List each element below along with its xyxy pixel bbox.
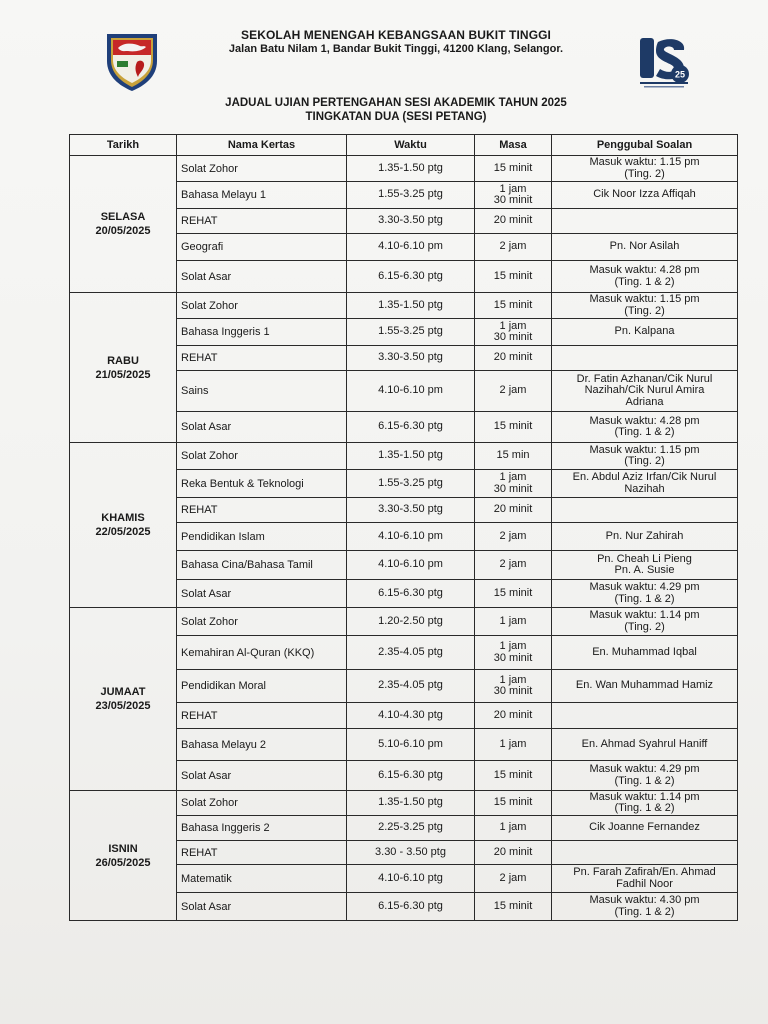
- header-paper: Nama Kertas: [177, 135, 347, 156]
- setter-line: En. Ahmad Syahrul Haniff: [581, 737, 708, 750]
- setter-line: (Ting. 2): [624, 620, 665, 633]
- setter-cell: [552, 670, 738, 703]
- setter-line: (Ting. 2): [624, 304, 665, 317]
- setter-cell: [552, 470, 738, 498]
- time-cell: 3.30-3.50 ptg: [347, 209, 475, 234]
- date-cell: [70, 293, 177, 443]
- setter-cell: [552, 551, 738, 580]
- setter-line: Nazihah/Cik Nurul Amira: [584, 384, 705, 397]
- duration-cell: [475, 209, 552, 234]
- school-name: SEKOLAH MENENGAH KEBANGSAAN BUKIT TINGGI: [240, 28, 551, 42]
- paper-name: Sains: [177, 371, 347, 412]
- duration-cell: [475, 156, 552, 182]
- setter-cell: [552, 209, 738, 234]
- setter-line: Dr. Fatin Azhanan/Cik Nurul: [576, 372, 713, 385]
- setter-line: (Ting. 2): [624, 455, 665, 467]
- time-cell: 2.25-3.25 ptg: [347, 816, 475, 841]
- duration-line: 30 minit: [493, 651, 533, 664]
- duration-line: 15 minit: [493, 899, 533, 912]
- duration-line: 20 minit: [493, 845, 533, 858]
- duration-line: 30 minit: [493, 685, 533, 697]
- duration-cell: [475, 729, 552, 761]
- setter-line: Masuk waktu: 4.28 pm: [589, 414, 700, 427]
- setter-line: Cik Noor Izza Affiqah: [593, 188, 696, 201]
- day-date: 22/05/2025: [95, 526, 151, 538]
- duration-line: 15 minit: [493, 269, 533, 282]
- time-cell: 6.15-6.30 ptg: [347, 893, 475, 921]
- time-cell: 6.15-6.30 ptg: [347, 261, 475, 293]
- header-time: Waktu: [347, 135, 475, 156]
- paper-name: Kemahiran Al-Quran (KKQ): [177, 636, 347, 670]
- duration-line: 30 minit: [493, 194, 533, 206]
- duration-cell: [475, 234, 552, 261]
- paper-name: Solat Asar: [177, 412, 347, 443]
- table-row: [70, 293, 738, 319]
- day-name: JUMAAT: [100, 686, 146, 698]
- duration-line: 20 minit: [493, 708, 533, 721]
- paper-name: Matematik: [177, 865, 347, 893]
- setter-line: Masuk waktu: 4.28 pm: [589, 264, 700, 276]
- paper-name: Solat Asar: [177, 761, 347, 791]
- setter-cell: [552, 865, 738, 893]
- time-cell: 5.10-6.10 pm: [347, 729, 475, 761]
- duration-cell: [475, 443, 552, 470]
- duration-line: 1 jam: [499, 673, 527, 686]
- time-cell: 1.20-2.50 ptg: [347, 608, 475, 636]
- setter-cell: [552, 523, 738, 551]
- setter-cell: [552, 761, 738, 791]
- setter-line: Pn. Farah Zafirah/En. Ahmad: [573, 866, 716, 878]
- time-cell: 3.30-3.50 ptg: [347, 498, 475, 523]
- setter-cell: [552, 636, 738, 670]
- day-date: 20/05/2025: [95, 225, 151, 237]
- time-cell: 4.10-6.10 pm: [347, 234, 475, 261]
- paper-name: Solat Asar: [177, 261, 347, 293]
- duration-cell: [475, 498, 552, 523]
- duration-line: 15 min: [496, 449, 530, 462]
- setter-line: (Ting. 2): [624, 167, 665, 180]
- duration-line: 1 jam: [499, 182, 527, 195]
- setter-line: Pn. Nor Asilah: [609, 240, 680, 253]
- setter-line: Masuk waktu: 1.14 pm: [589, 790, 700, 803]
- setter-line: Masuk waktu: 1.15 pm: [589, 156, 700, 168]
- setter-cell: [552, 182, 738, 209]
- paper-name: Pendidikan Islam: [177, 523, 347, 551]
- setter-line: En. Abdul Aziz Irfan/Cik Nurul: [572, 471, 717, 483]
- duration-line: 15 minit: [493, 586, 533, 599]
- setter-line: Fadhil Noor: [616, 877, 673, 890]
- duration-line: 2 jam: [499, 240, 527, 253]
- exam-schedule-table: [69, 134, 738, 921]
- setter-cell: [552, 608, 738, 636]
- partner-logo-icon: [636, 36, 692, 90]
- day-name: SELASA: [100, 211, 146, 223]
- time-cell: 4.10-6.10 pm: [347, 551, 475, 580]
- setter-line: Nazihah: [624, 482, 665, 495]
- setter-cell: [552, 841, 738, 865]
- day-date: 26/05/2025: [95, 856, 151, 869]
- setter-cell: [552, 234, 738, 261]
- date-cell: [70, 791, 177, 921]
- setter-line: (Ting. 1 & 2): [614, 802, 675, 814]
- date-cell: [70, 156, 177, 293]
- setter-cell: [552, 319, 738, 346]
- setter-line: (Ting. 1 & 2): [614, 275, 675, 288]
- duration-cell: [475, 412, 552, 443]
- duration-cell: [475, 182, 552, 209]
- time-cell: 1.55-3.25 ptg: [347, 470, 475, 498]
- duration-line: 20 minit: [493, 214, 533, 227]
- school-address: Jalan Batu Nilam 1, Bandar Bukit Tinggi, 41200 Klang, Selangor.: [228, 43, 564, 55]
- setter-cell: [552, 498, 738, 523]
- duration-cell: [475, 580, 552, 608]
- setter-line: Masuk waktu: 1.15 pm: [589, 443, 700, 456]
- paper-name: Bahasa Inggeris 1: [177, 319, 347, 346]
- paper-name: Solat Asar: [177, 893, 347, 921]
- duration-line: 1 jam: [499, 640, 527, 652]
- duration-line: 1 jam: [499, 471, 527, 483]
- duration-line: 20 minit: [493, 351, 533, 364]
- duration-cell: [475, 551, 552, 580]
- day-name: RABU: [107, 354, 139, 367]
- time-cell: 1.55-3.25 ptg: [347, 182, 475, 209]
- paper-name: Pendidikan Moral: [177, 670, 347, 703]
- duration-line: 2 jam: [499, 384, 527, 397]
- duration-line: 1 jam: [499, 821, 527, 834]
- duration-cell: [475, 293, 552, 319]
- time-cell: 1.35-1.50 ptg: [347, 791, 475, 816]
- day-date: 21/05/2025: [95, 368, 151, 381]
- table-row: [70, 443, 738, 470]
- paper-name: Bahasa Cina/Bahasa Tamil: [177, 551, 347, 580]
- paper-name: REHAT: [177, 346, 347, 371]
- duration-cell: [475, 816, 552, 841]
- school-crest-icon: [104, 31, 160, 93]
- setter-cell: [552, 371, 738, 412]
- paper-name: REHAT: [177, 841, 347, 865]
- duration-cell: [475, 346, 552, 371]
- setter-cell: [552, 729, 738, 761]
- setter-line: Masuk waktu: 4.29 pm: [589, 581, 700, 593]
- time-cell: 4.10-6.10 ptg: [347, 865, 475, 893]
- time-cell: 1.35-1.50 ptg: [347, 443, 475, 470]
- time-cell: 2.35-4.05 ptg: [347, 636, 475, 670]
- time-cell: 1.35-1.50 ptg: [347, 293, 475, 319]
- duration-line: 15 minit: [493, 420, 533, 433]
- time-cell: 2.35-4.05 ptg: [347, 670, 475, 703]
- day-name: ISNIN: [108, 842, 138, 855]
- day-name: KHAMIS: [101, 512, 145, 524]
- time-cell: 6.15-6.30 ptg: [347, 761, 475, 791]
- paper-name: Solat Zohor: [177, 791, 347, 816]
- setter-line: En. Wan Muhammad Hamiz: [575, 679, 714, 692]
- setter-line: Pn. Cheah Li Pieng: [597, 552, 692, 565]
- duration-line: 20 minit: [493, 503, 533, 516]
- setter-line: Pn. A. Susie: [614, 564, 675, 576]
- table-row: [70, 156, 738, 182]
- paper-name: Bahasa Melayu 2: [177, 729, 347, 761]
- paper-name: REHAT: [177, 209, 347, 234]
- setter-line: Cik Joanne Fernandez: [589, 821, 700, 834]
- setter-cell: [552, 893, 738, 921]
- duration-cell: [475, 523, 552, 551]
- duration-cell: [475, 608, 552, 636]
- setter-line: (Ting. 1 & 2): [614, 592, 675, 605]
- paper-name: Solat Zohor: [177, 443, 347, 470]
- setter-line: Masuk waktu: 4.29 pm: [589, 763, 700, 775]
- paper-name: Bahasa Inggeris 2: [177, 816, 347, 841]
- header-setter: Penggubal Soalan: [552, 135, 738, 156]
- paper-name: Bahasa Melayu 1: [177, 182, 347, 209]
- setter-line: Adriana: [625, 395, 664, 408]
- paper-name: Solat Zohor: [177, 156, 347, 182]
- setter-line: Masuk waktu: 1.14 pm: [589, 609, 700, 621]
- duration-line: 2 jam: [499, 871, 527, 884]
- setter-cell: [552, 791, 738, 816]
- duration-cell: [475, 636, 552, 670]
- duration-cell: [475, 703, 552, 729]
- setter-cell: [552, 703, 738, 729]
- setter-line: Masuk waktu: 4.30 pm: [589, 894, 700, 906]
- date-cell: [70, 443, 177, 608]
- setter-line: Pn. Nur Zahirah: [605, 529, 684, 542]
- table-row: [70, 608, 738, 636]
- paper-name: Solat Zohor: [177, 293, 347, 319]
- duration-line: 15 minit: [493, 796, 533, 809]
- setter-cell: [552, 156, 738, 182]
- setter-line: Masuk waktu: 1.15 pm: [589, 293, 700, 305]
- duration-line: 2 jam: [499, 558, 527, 571]
- schedule-subtitle: TINGKATAN DUA (SESI PETANG): [305, 111, 487, 123]
- time-cell: 4.10-6.10 pm: [347, 523, 475, 551]
- time-cell: 6.15-6.30 ptg: [347, 580, 475, 608]
- setter-line: (Ting. 1 & 2): [614, 426, 675, 438]
- duration-line: 15 minit: [493, 161, 533, 174]
- duration-line: 30 minit: [493, 482, 533, 495]
- paper-name: Geografi: [177, 234, 347, 261]
- time-cell: 3.30-3.50 ptg: [347, 346, 475, 371]
- duration-cell: [475, 470, 552, 498]
- setter-line: (Ting. 1 & 2): [614, 905, 675, 918]
- date-cell: [70, 608, 177, 791]
- duration-line: 15 minit: [493, 298, 533, 311]
- duration-cell: [475, 261, 552, 293]
- setter-line: En. Muhammad Iqbal: [592, 645, 697, 658]
- duration-line: 30 minit: [493, 331, 533, 343]
- duration-cell: [475, 865, 552, 893]
- paper-name: Reka Bentuk & Teknologi: [177, 470, 347, 498]
- setter-cell: [552, 580, 738, 608]
- duration-line: 2 jam: [499, 529, 527, 542]
- paper-name: REHAT: [177, 498, 347, 523]
- paper-name: REHAT: [177, 703, 347, 729]
- header-duration: Masa: [475, 135, 552, 156]
- logo-text: 25: [674, 69, 686, 80]
- setter-cell: [552, 346, 738, 371]
- header-date: Tarikh: [70, 135, 177, 156]
- time-cell: 3.30 - 3.50 ptg: [347, 841, 475, 865]
- setter-cell: [552, 293, 738, 319]
- schedule-title: JADUAL UJIAN PERTENGAHAN SESI AKADEMIK TAHUN 2025: [225, 97, 567, 109]
- duration-cell: [475, 841, 552, 865]
- duration-cell: [475, 371, 552, 412]
- paper-name: Solat Zohor: [177, 608, 347, 636]
- duration-cell: [475, 319, 552, 346]
- time-cell: 1.55-3.25 ptg: [347, 319, 475, 346]
- setter-cell: [552, 816, 738, 841]
- duration-cell: [475, 893, 552, 921]
- duration-cell: [475, 670, 552, 703]
- time-cell: 1.35-1.50 ptg: [347, 156, 475, 182]
- time-cell: 6.15-6.30 ptg: [347, 412, 475, 443]
- setter-line: (Ting. 1 & 2): [614, 774, 675, 787]
- duration-cell: [475, 791, 552, 816]
- table-row: [70, 791, 738, 816]
- table-header-row: [70, 135, 738, 156]
- duration-line: 1 jam: [499, 614, 527, 627]
- paper-name: Solat Asar: [177, 580, 347, 608]
- time-cell: 4.10-6.10 pm: [347, 371, 475, 412]
- duration-line: 1 jam: [499, 319, 527, 332]
- setter-cell: [552, 261, 738, 293]
- setter-line: Pn. Kalpana: [614, 325, 675, 338]
- duration-line: 1 jam: [499, 737, 527, 750]
- day-date: 23/05/2025: [95, 700, 151, 712]
- duration-line: 15 minit: [493, 768, 533, 781]
- setter-cell: [552, 443, 738, 470]
- time-cell: 4.10-4.30 ptg: [347, 703, 475, 729]
- duration-cell: [475, 761, 552, 791]
- setter-cell: [552, 412, 738, 443]
